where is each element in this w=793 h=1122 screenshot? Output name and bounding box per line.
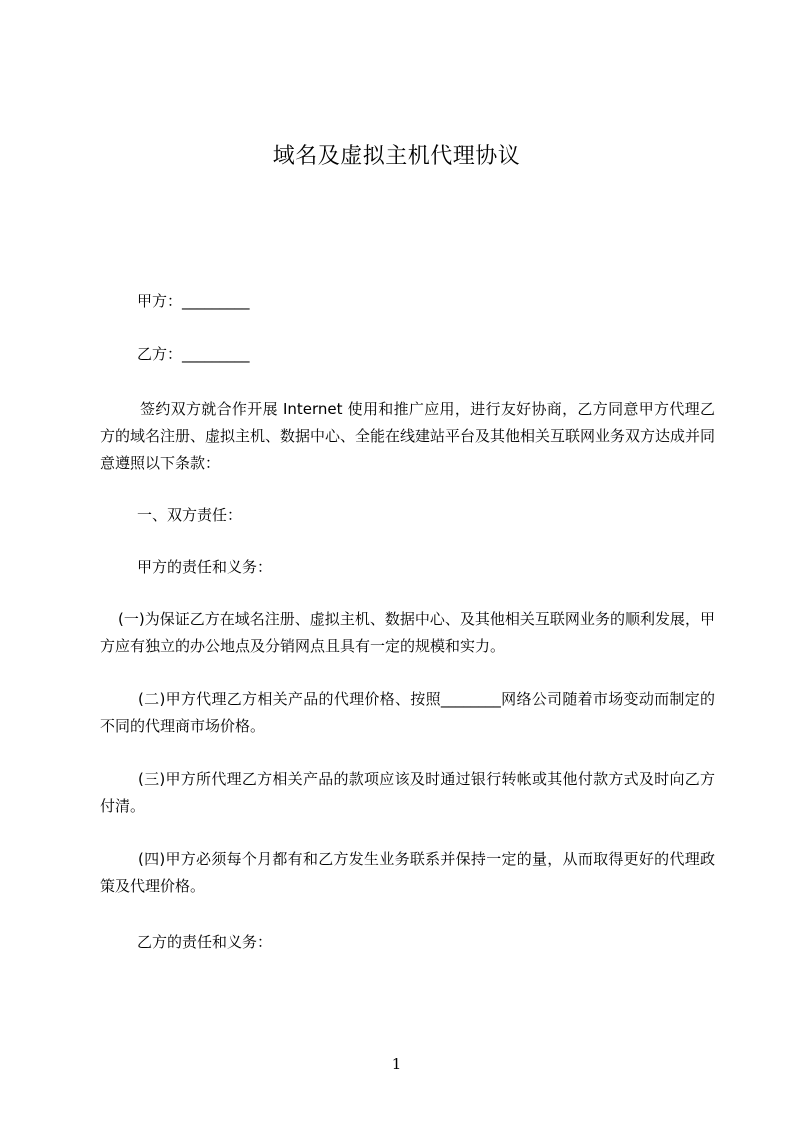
intro-paragraph: 签约双方就合作开展 Internet 使用和推广应用，进行友好协商，乙方同意甲方代理乙方的域名注册、虚拟主机、数据中心、全能在线建站平台及其他相关互联网业务双方达成并同意遵照以下条款： — [100, 400, 716, 472]
clause-2: (二)甲方代理乙方相关产品的代理价格、按照________网络公司随着市场变动而制定的不同的代理商市场价格。 — [100, 690, 715, 735]
clause-3: (三)甲方所代理乙方相关产品的款项应该及时通过银行转帐或其他付款方式及时向乙方付清。 — [100, 770, 715, 815]
section-1-heading: 一、双方责任： — [137, 506, 243, 524]
party-b-duties-heading: 乙方的责任和义务： — [137, 933, 273, 951]
page-number: 1 — [391, 1055, 402, 1073]
document-title: 域名及虚拟主机代理协议 — [272, 144, 521, 169]
clause-1: (一)为保证乙方在域名注册、虚拟主机、数据中心、及其他相关互联网业务的顺利发展，甲方应有独立的办公地点及分销网点且具有一定的规模和实力。 — [100, 610, 715, 655]
party-a-duties-heading: 甲方的责任和义务： — [137, 558, 273, 576]
party-b-line: 乙方：_________ — [137, 345, 250, 363]
clause-4: (四)甲方必须每个月都有和乙方发生业务联系并保持一定的量，从而取得更好的代理政策及代理价格。 — [100, 850, 715, 895]
party-a-line: 甲方：_________ — [137, 292, 250, 310]
